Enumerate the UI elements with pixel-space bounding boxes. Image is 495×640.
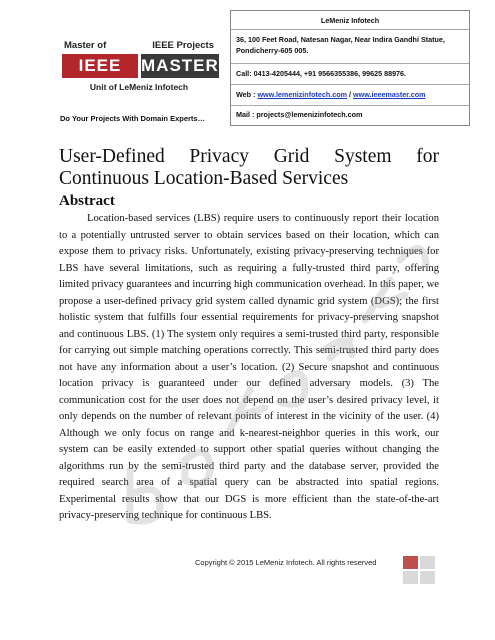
contact-address: 36, 100 Feet Road, Natesan Nagar, Near Indira Gandhi Statue, Pondicherry-605 005.: [236, 35, 445, 55]
footer-decoration: [403, 556, 437, 584]
company-logo: [62, 40, 219, 102]
contact-divider: [231, 84, 469, 85]
contact-divider: [231, 105, 469, 106]
title-line-2: Continuous Location-Based Services: [59, 168, 349, 189]
footer-copyright: Copyright © 2015 LeMeniz Infotech. All rights reserved: [195, 558, 377, 567]
contact-mail: Mail : projects@lemenizinfotech.com: [236, 110, 363, 119]
logo-master-text: MASTER: [141, 54, 219, 78]
decor-square-grey: [403, 571, 418, 584]
abstract-heading: Abstract: [59, 193, 115, 209]
link-ieeemaster[interactable]: www.ieeemaster.com: [353, 90, 426, 99]
title-word: Privacy: [189, 146, 249, 167]
logo-ieee-text: IEEE: [62, 54, 138, 78]
decor-square-red: [403, 556, 418, 569]
title-word: Grid: [273, 146, 310, 167]
decor-square-grey: [420, 556, 435, 569]
contact-call: Call: 0413-4205444, +91 9566355386, 99625 88976.: [236, 69, 407, 78]
contact-divider: [231, 63, 469, 64]
contact-company: LeMeniz Infotech: [320, 16, 380, 25]
paper-title: [59, 146, 439, 190]
logo-master-of: Master of: [64, 40, 107, 51]
contact-web-separator: /: [347, 90, 354, 99]
abstract-body: Location-based services (LBS) require users to continuously report their location to a potentially untrusted server to obtain services based on their location, which can expose them to privacy risks. Unfortunately, existing privacy-preserving techniques for LBS have several limitations, such as requiring a fully-trusted third party, offering limited privacy guarantees and incurring high communication overhead. In this paper, we propose a user-defined privacy grid system called dynamic grid system (DGS); the first holistic system that fulfills four essential requirements for privacy-preserving snapshot and continuous LBS. (1) The system only requires a semi-trusted third party, responsible for carrying out simple matching operations correctly. This semi-trusted third party does not have any information about a user’s location. (2) Secure snapshot and continuous location privacy is guaranteed under our defined adversary models. (3) The communication cost for the user does not depend on the user’s desired privacy level, it only depends on the number of relevant points of interest in the vicinity of the user. (4) Although we only focus on range and k-nearest-neighbor queries in this work, our system can be easily extended to support other spatial queries without changing the algorithms run by the semi-trusted third party and the database server, provided the required search area of a spatial query can be abstracted into spatial regions. Experimental results show that our DGS is more efficient than the state-of-the-art privacy-preserving technique for continuous LBS.: [59, 213, 439, 521]
link-lemeniz[interactable]: www.lemenizinfotech.com: [257, 90, 348, 99]
decor-square-grey: [420, 571, 435, 584]
logo-subtitle: Unit of LeMeniz Infotech: [89, 82, 189, 92]
title-word: System: [334, 146, 392, 167]
contact-web: [236, 90, 466, 99]
title-word: User-Defined: [59, 146, 165, 167]
title-word: for: [416, 146, 439, 167]
tagline: Do Your Projects With Domain Experts…: [60, 114, 206, 123]
contact-box: [230, 10, 470, 126]
logo-band: [62, 54, 219, 78]
logo-ieee-projects: IEEE Projects: [152, 40, 214, 51]
contact-web-label: Web :: [236, 90, 258, 99]
contact-divider: [231, 29, 469, 30]
title-line-1: [59, 146, 439, 168]
